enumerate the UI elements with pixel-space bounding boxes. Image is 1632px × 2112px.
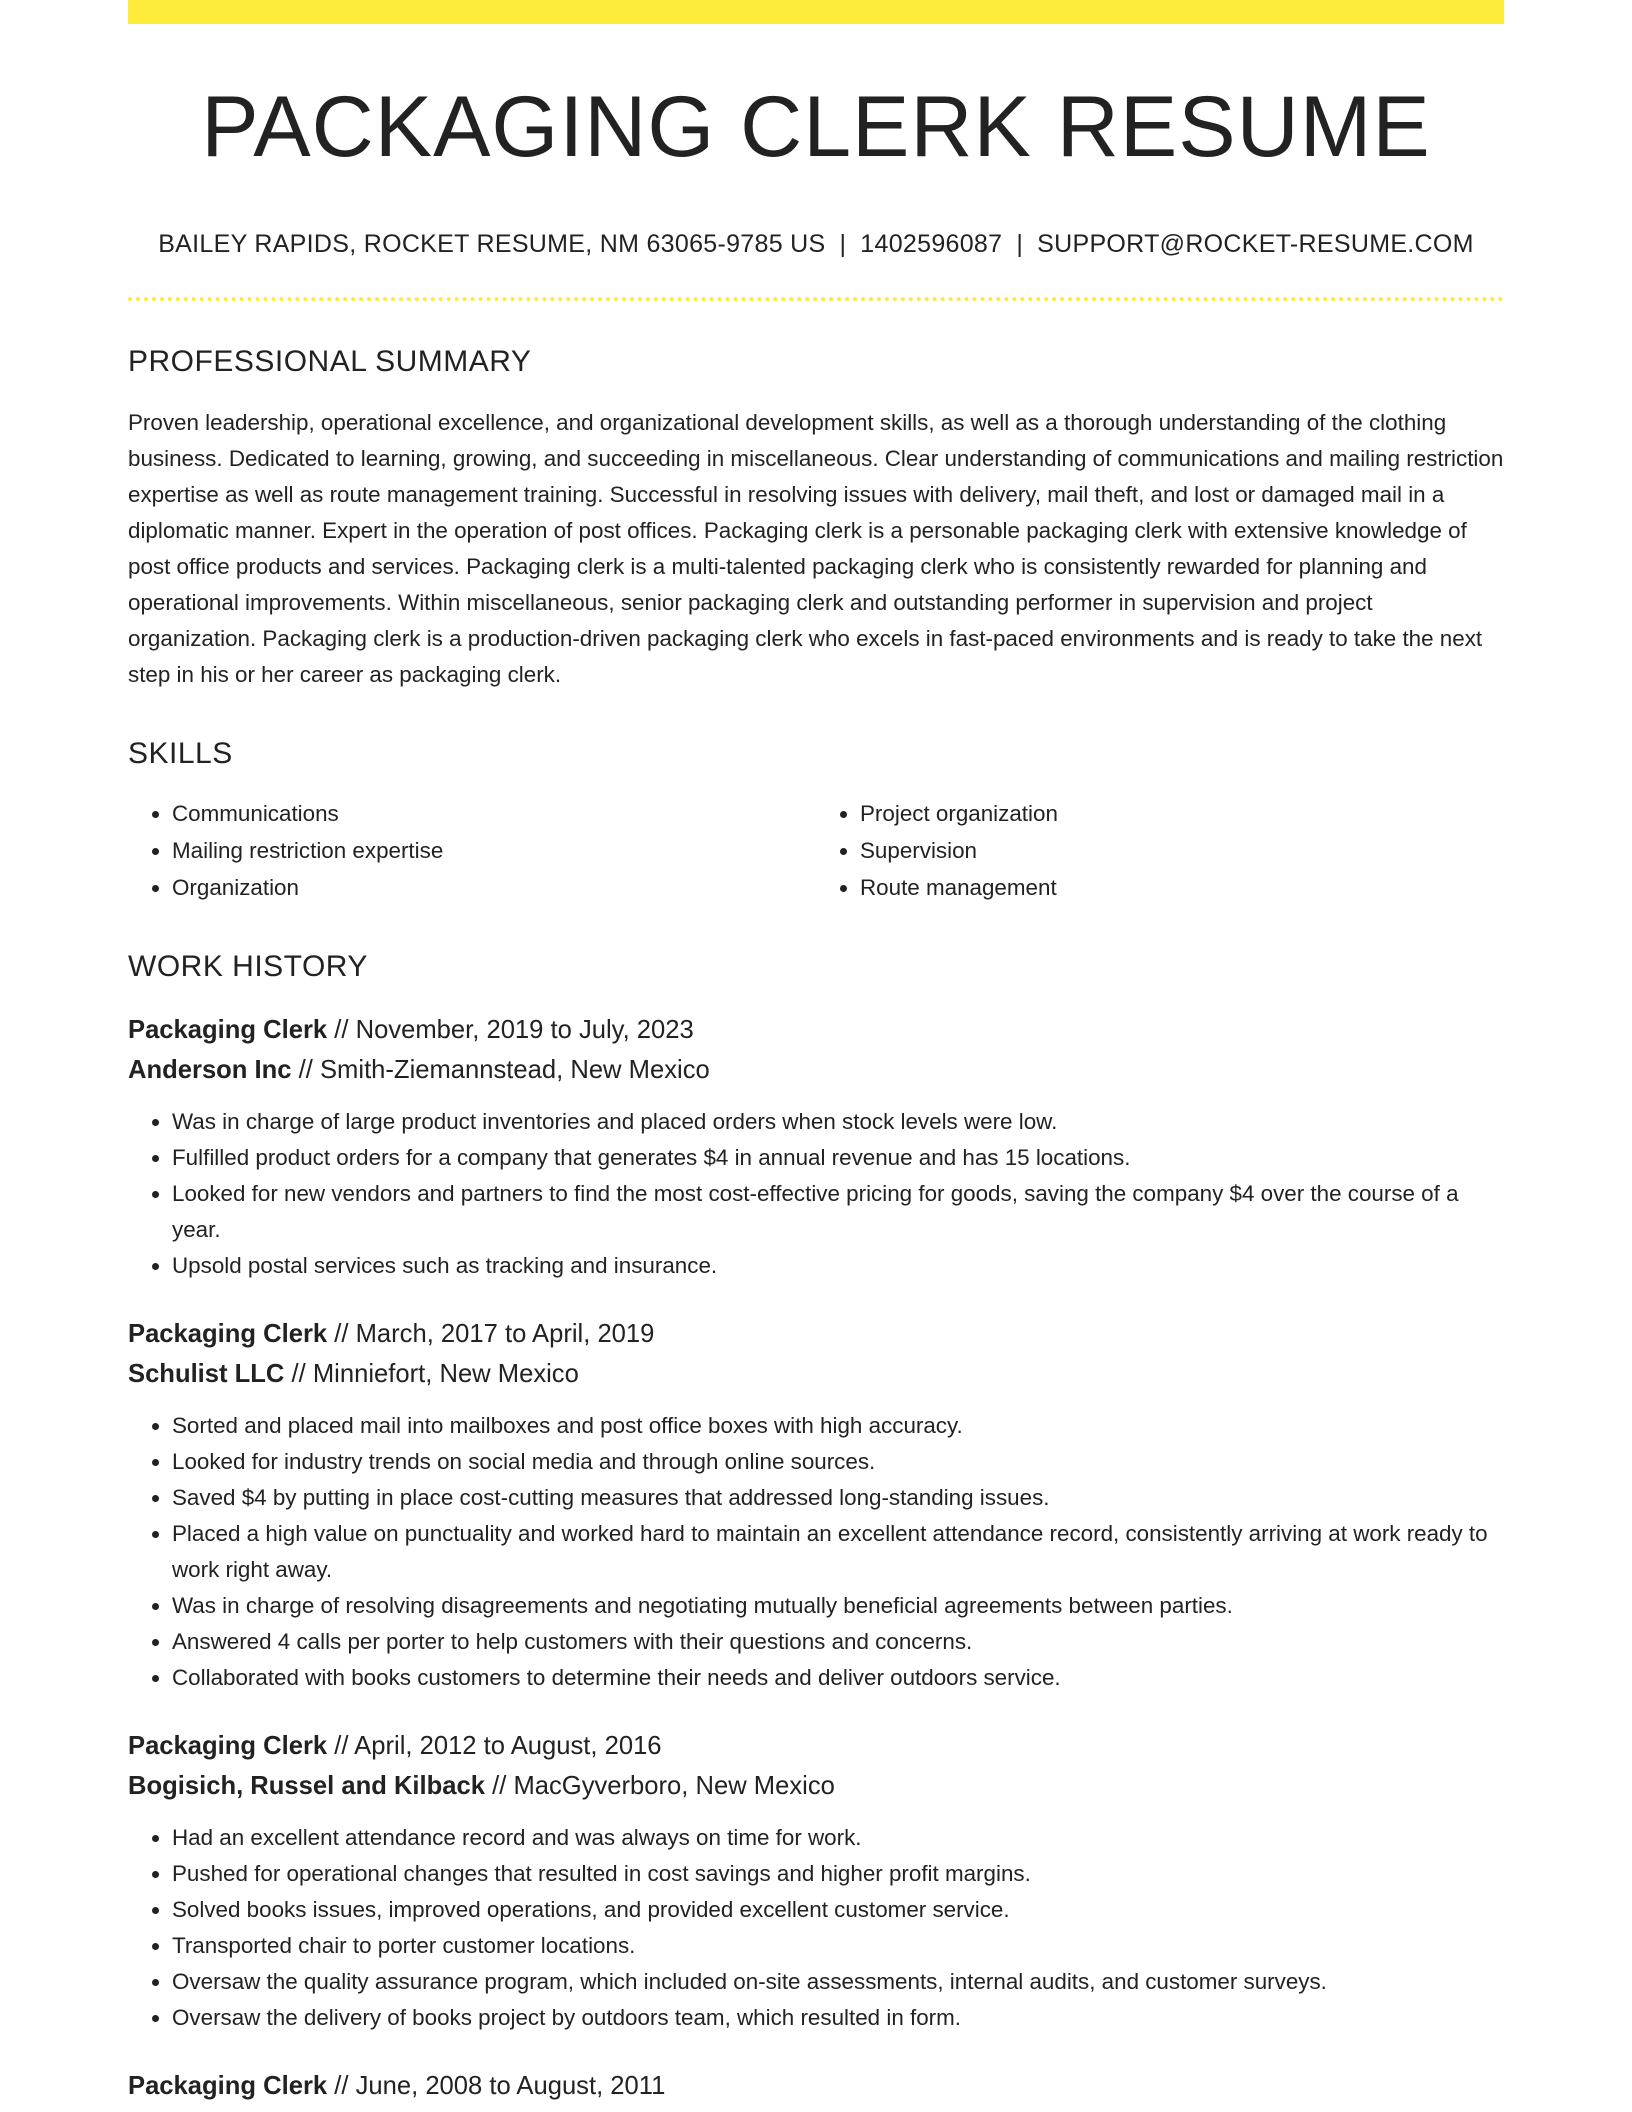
job-title: Packaging Clerk — [128, 1016, 328, 1044]
job-dates: // April, 2012 to August, 2016 — [327, 1732, 662, 1760]
job-bullet: • Sorted and placed mail into mailboxes and post office boxes with high accuracy. — [172, 1408, 1504, 1444]
job-bullet: • Placed a high value on punctuality and worked hard to maintain an excellent attendance record, consistently arriving at work ready to work right away. — [172, 1516, 1504, 1588]
contact-phone[interactable]: 1402596087 — [860, 230, 1003, 258]
job-bullet: • Was in charge of large product inventories and placed orders when stock levels were low. — [172, 1104, 1504, 1140]
contact-email[interactable]: SUPPORT@ROCKET-RESUME.COM — [1037, 230, 1474, 258]
contact-separator: | — [1016, 230, 1024, 258]
contact-address: BAILEY RAPIDS, ROCKET RESUME, NM 63065-9785 US — [158, 230, 826, 258]
job-bullet: • Pushed for operational changes that resulted in cost savings and higher profit margins. — [172, 1856, 1504, 1892]
job-dates: // June, 2008 to August, 2011 — [327, 2072, 666, 2100]
job-dates: // March, 2017 to April, 2019 — [327, 1320, 655, 1348]
job-location: // Smith-Ziemannstead, New Mexico — [291, 1056, 710, 1084]
job-title-line — [128, 1726, 1504, 1766]
job-company: Anderson Inc — [128, 1056, 292, 1084]
job-bullet: • Fulfilled product orders for a company that generates $4 in annual revenue and has 15 locations. — [172, 1140, 1504, 1176]
job-company-line — [128, 1050, 1504, 1090]
job-entry — [128, 1010, 1504, 1284]
job-bullet: • Transported chair to porter customer locations. — [172, 1928, 1504, 1964]
job-bullet: • Saved $4 by putting in place cost-cutting measures that addressed long-standing issues. — [172, 1480, 1504, 1516]
job-bullet: • Solved books issues, improved operations, and provided excellent customer service. — [172, 1892, 1504, 1928]
job-bullet: • Collaborated with books customers to determine their needs and deliver outdoors service. — [172, 1660, 1504, 1696]
job-bullets — [128, 1820, 1504, 2036]
skill-item: • Supervision — [860, 832, 1504, 869]
skill-item: • Communications — [172, 795, 816, 832]
skills-column-left — [128, 795, 816, 906]
dotted-divider — [128, 297, 1504, 301]
job-bullet: • Looked for industry trends on social media and through online sources. — [172, 1444, 1504, 1480]
resume-title: PACKAGING CLERK RESUME — [201, 79, 1431, 175]
work-history-heading: WORK HISTORY — [128, 950, 368, 983]
contact-line — [128, 230, 1504, 259]
job-location: // Minniefort, New Mexico — [284, 1360, 579, 1388]
job-location: // MacGyverboro, New Mexico — [485, 1772, 835, 1800]
job-entry — [128, 1314, 1504, 1696]
job-bullets — [128, 1408, 1504, 1696]
job-dates: // November, 2019 to July, 2023 — [327, 1016, 694, 1044]
skill-item: • Mailing restriction expertise — [172, 832, 816, 869]
job-company: Bogisich, Russel and Kilback — [128, 1772, 485, 1800]
contact-separator: | — [839, 230, 847, 258]
job-title: Packaging Clerk — [128, 2072, 328, 2100]
job-company-line — [128, 1354, 1504, 1394]
resume-page — [128, 0, 1504, 2106]
job-bullet: • Was in charge of resolving disagreements and negotiating mutually beneficial agreements between parties. — [172, 1588, 1504, 1624]
job-title-line — [128, 1314, 1504, 1354]
job-bullet: • Had an excellent attendance record and was always on time for work. — [172, 1820, 1504, 1856]
job-bullet: • Answered 4 calls per porter to help customers with their questions and concerns. — [172, 1624, 1504, 1660]
job-bullet: • Oversaw the quality assurance program, which included on-site assessments, internal audits, and customer surveys. — [172, 1964, 1504, 2000]
job-bullets — [128, 1104, 1504, 1284]
job-title: Packaging Clerk — [128, 1732, 328, 1760]
skill-item: • Route management — [860, 869, 1504, 906]
job-bullet: • Oversaw the delivery of books project by outdoors team, which resulted in form. — [172, 2000, 1504, 2036]
job-bullet: • Upsold postal services such as tracking and insurance. — [172, 1248, 1504, 1284]
skills-list — [128, 795, 1504, 906]
skills-heading: SKILLS — [128, 737, 233, 770]
skills-column-right — [816, 795, 1504, 906]
summary-heading: PROFESSIONAL SUMMARY — [128, 345, 532, 378]
job-title: Packaging Clerk — [128, 1320, 328, 1348]
summary-text: Proven leadership, operational excellence, and organizational development skills, as well as a thorough understanding of the clothing business. Dedicated to learning, growing, and succeeding in miscellaneous. Clear understanding of communications and mailing restriction expertise as well as route management training. Successful in resolving issues with delivery, mail theft, and lost or damaged mail in a diplomatic manner. Expert in the operation of post offices. Packaging clerk is a personable packaging clerk with extensive knowledge of post office products and services. Packaging clerk is a multi-talented packaging clerk who is consistently rewarded for planning and operational improvements. Within miscellaneous, senior packaging clerk and outstanding performer in supervision and project organization. Packaging clerk is a production-driven packaging clerk who excels in fast-paced environments and is ready to take the next step in his or her career as packaging clerk. — [128, 410, 1504, 687]
top-accent-bar — [128, 0, 1504, 24]
job-entry — [128, 2066, 1504, 2106]
skill-item: • Organization — [172, 869, 816, 906]
job-title-line — [128, 2066, 1504, 2106]
job-company: Schulist LLC — [128, 1360, 285, 1388]
job-bullet: • Looked for new vendors and partners to find the most cost-effective pricing for goods, saving the company $4 over the course of a year. — [172, 1176, 1504, 1248]
job-title-line — [128, 1010, 1504, 1050]
skill-item: • Project organization — [860, 795, 1504, 832]
job-company-line — [128, 1766, 1504, 1806]
job-entry — [128, 1726, 1504, 2036]
